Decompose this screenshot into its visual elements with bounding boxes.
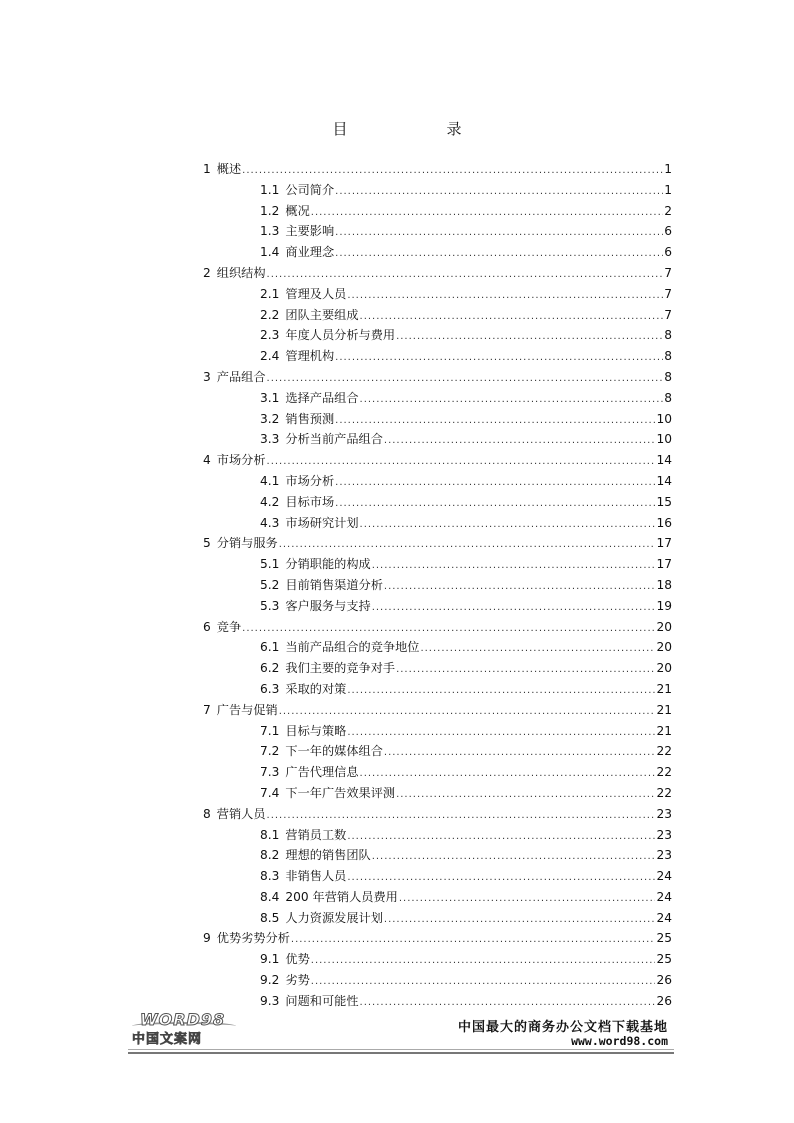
toc-entry-title: 分销与服务	[216, 536, 278, 551]
toc-page-number: 7	[664, 286, 672, 301]
toc-subentry[interactable]	[203, 576, 672, 597]
toc-entry-title: 采取的对策	[285, 681, 347, 696]
toc-dot-leader	[372, 851, 656, 862]
toc-dot-leader	[384, 581, 656, 592]
toc-dot-leader	[396, 789, 655, 800]
toc-subentry[interactable]	[203, 888, 672, 909]
toc-entry-title: 200 年营销人员费用	[285, 889, 398, 904]
toc-subentry[interactable]	[203, 867, 672, 888]
toc-page-number: 26	[656, 973, 672, 988]
toc-entry-title: 非销售人员	[285, 869, 347, 884]
toc-page-number: 24	[656, 869, 672, 884]
toc-dot-leader	[396, 664, 655, 675]
toc-subentry[interactable]	[203, 555, 672, 576]
toc-entry-number: 3.1	[260, 390, 280, 405]
toc-page-number: 22	[656, 765, 672, 780]
toc-entry-title: 管理机构	[285, 349, 335, 364]
toc-dot-leader	[399, 893, 656, 904]
toc-dot-leader	[335, 186, 663, 197]
toc-entry-number: 7.1	[260, 723, 280, 738]
toc-subentry[interactable]	[203, 410, 672, 431]
toc-dot-leader	[384, 435, 656, 446]
toc-page-number: 23	[656, 806, 672, 821]
toc-entry-title: 客户服务与支持	[285, 598, 371, 613]
toc-dot-leader	[267, 456, 656, 467]
toc-page-number: 23	[656, 827, 672, 842]
toc-subentry[interactable]	[203, 243, 672, 264]
toc-entry-number: 4.2	[260, 494, 280, 509]
toc-entry-title: 目前销售渠道分析	[285, 577, 383, 592]
toc-entry-number: 7.4	[260, 785, 280, 800]
toc-page-number: 8	[664, 390, 672, 405]
toc-entry-title: 目标与策略	[285, 723, 347, 738]
toc-subentry[interactable]	[203, 784, 672, 805]
toc-subentry[interactable]	[203, 285, 672, 306]
toc-entry-title: 团队主要组成	[285, 307, 359, 322]
footer-slogan: 中国最大的商务办公文档下载基地	[457, 1020, 668, 1035]
toc-entry-number: 6.1	[260, 640, 280, 655]
toc-page-number: 8	[664, 349, 672, 364]
toc-entry-number: 7.3	[260, 765, 280, 780]
toc-entry[interactable]	[203, 264, 672, 285]
toc-entry[interactable]	[203, 805, 672, 826]
toc-entry-title: 主要影响	[285, 224, 335, 239]
toc-subentry[interactable]	[203, 326, 672, 347]
toc-dot-leader	[335, 415, 655, 426]
toc-entry-number: 5.3	[260, 598, 280, 613]
logo-text-cn: 中国文案网	[132, 1032, 203, 1047]
footer-url: www.word98.com	[571, 1034, 668, 1048]
toc-entry-number: 4.3	[260, 515, 280, 530]
toc-entry[interactable]	[203, 160, 672, 181]
toc-entry[interactable]	[203, 618, 672, 639]
toc-dot-leader	[347, 831, 655, 842]
toc-entry-title: 分析当前产品组合	[285, 432, 383, 447]
toc-subentry[interactable]	[203, 638, 672, 659]
toc-entry-title: 问题和可能性	[285, 993, 359, 1008]
toc-entry-number: 1.2	[260, 203, 280, 218]
toc-subentry[interactable]	[203, 909, 672, 930]
toc-page-number: 16	[656, 515, 672, 530]
toc-subentry[interactable]	[203, 514, 672, 535]
toc-entry-title: 竞争	[216, 619, 242, 634]
toc-entry-number: 3.3	[260, 432, 280, 447]
toc-page-number: 18	[656, 577, 672, 592]
toc-dot-leader	[347, 727, 655, 738]
toc-entry-title: 管理及人员	[285, 286, 347, 301]
toc-page-number: 7	[664, 307, 672, 322]
toc-page-number: 17	[656, 536, 672, 551]
toc-entry-number: 8.4	[260, 889, 280, 904]
toc-subentry[interactable]	[203, 971, 672, 992]
toc-page-number: 21	[656, 723, 672, 738]
toc-entry-number: 9	[203, 931, 211, 946]
toc-entry-number: 5.1	[260, 557, 280, 572]
toc-dot-leader	[279, 539, 656, 550]
toc-entry-number: 8.5	[260, 910, 280, 925]
toc-dot-leader	[335, 248, 663, 259]
toc-entry-title: 市场研究计划	[285, 515, 359, 530]
toc-dot-leader	[384, 747, 656, 758]
toc-entry-title: 公司简介	[285, 182, 335, 197]
toc-entry-number: 3.2	[260, 411, 280, 426]
toc-entry-number: 4.1	[260, 473, 280, 488]
toc-entry-title: 产品组合	[216, 369, 266, 384]
toc-subentry[interactable]	[203, 680, 672, 701]
toc-subentry[interactable]	[203, 306, 672, 327]
toc-entry-title: 市场分析	[285, 473, 335, 488]
toc-entry-number: 7.2	[260, 744, 280, 759]
toc-entry-title: 广告与促销	[216, 702, 278, 717]
toc-subentry[interactable]	[203, 181, 672, 202]
toc-page-number: 8	[664, 369, 672, 384]
toc-entry[interactable]	[203, 368, 672, 389]
toc-page-number: 25	[656, 931, 672, 946]
toc-entry-title: 市场分析	[216, 453, 266, 468]
toc-entry-number: 7	[203, 702, 211, 717]
toc-entry-number: 8	[203, 806, 211, 821]
toc-dot-leader	[347, 872, 655, 883]
toc-entry-number: 2.2	[260, 307, 280, 322]
toc-page-number: 17	[656, 557, 672, 572]
toc-dot-leader	[347, 290, 663, 301]
toc-entry-number: 9.2	[260, 973, 280, 988]
toc-subentry[interactable]	[203, 202, 672, 223]
toc-page-number: 14	[656, 453, 672, 468]
toc-entry-title: 广告代理信息	[285, 765, 359, 780]
toc-entry-number: 2	[203, 265, 211, 280]
toc-page-number: 22	[656, 744, 672, 759]
toc-page-number: 2	[664, 203, 672, 218]
toc-subentry[interactable]	[203, 950, 672, 971]
toc-entry-title: 组织结构	[216, 265, 266, 280]
toc-dot-leader	[335, 227, 663, 238]
toc-entry-title: 当前产品组合的竞争地位	[285, 640, 420, 655]
toc-page-number: 6	[664, 224, 672, 239]
toc-page-number: 7	[664, 265, 672, 280]
toc-entry-title: 理想的销售团队	[285, 848, 371, 863]
toc-entry-number: 2.4	[260, 349, 280, 364]
word98-logo	[132, 1010, 236, 1048]
toc-entry-number: 5	[203, 536, 211, 551]
table-of-contents	[203, 160, 672, 1013]
toc-page-number: 20	[656, 661, 672, 676]
toc-dot-leader	[372, 560, 656, 571]
toc-subentry[interactable]	[203, 389, 672, 410]
toc-entry-number: 9.3	[260, 993, 280, 1008]
toc-dot-leader	[242, 623, 655, 634]
toc-page-number: 20	[656, 640, 672, 655]
toc-dot-leader	[384, 914, 656, 925]
toc-entry-number: 4	[203, 453, 211, 468]
toc-page-number: 21	[656, 681, 672, 696]
toc-dot-leader	[267, 373, 664, 384]
toc-page-number: 6	[664, 245, 672, 260]
toc-entry-number: 2.1	[260, 286, 280, 301]
toc-title: 目 录	[332, 120, 504, 138]
toc-subentry[interactable]	[203, 472, 672, 493]
toc-subentry[interactable]	[203, 222, 672, 243]
toc-entry-title: 选择产品组合	[285, 390, 359, 405]
toc-entry-number: 1.3	[260, 224, 280, 239]
toc-page-number: 10	[656, 432, 672, 447]
toc-page-number: 19	[656, 598, 672, 613]
toc-entry-title: 营销人员	[216, 806, 266, 821]
toc-entry-number: 8.3	[260, 869, 280, 884]
toc-entry-number: 2.3	[260, 328, 280, 343]
toc-dot-leader	[267, 269, 664, 280]
toc-subentry[interactable]	[203, 826, 672, 847]
toc-dot-leader	[267, 810, 656, 821]
toc-page-number: 24	[656, 910, 672, 925]
toc-dot-leader	[291, 934, 656, 945]
toc-subentry[interactable]	[203, 763, 672, 784]
toc-entry-title: 商业理念	[285, 245, 335, 260]
toc-page-number: 15	[656, 494, 672, 509]
page-footer	[128, 1010, 674, 1054]
toc-dot-leader	[360, 311, 664, 322]
toc-entry-title: 年度人员分析与费用	[285, 328, 396, 343]
toc-page-number: 1	[664, 182, 672, 197]
toc-dot-leader	[360, 768, 656, 779]
toc-entry-number: 3	[203, 369, 211, 384]
toc-page-number: 22	[656, 785, 672, 800]
toc-subentry[interactable]	[203, 722, 672, 743]
toc-page-number: 10	[656, 411, 672, 426]
toc-entry-number: 9.1	[260, 952, 280, 967]
toc-dot-leader	[279, 706, 656, 717]
logo-text-en: WORD98	[140, 1010, 226, 1029]
toc-dot-leader	[335, 352, 663, 363]
toc-subentry[interactable]	[203, 347, 672, 368]
toc-subentry[interactable]	[203, 597, 672, 618]
toc-page-number: 24	[656, 889, 672, 904]
toc-entry[interactable]	[203, 534, 672, 555]
toc-page-number: 20	[656, 619, 672, 634]
toc-entry-title: 概述	[216, 162, 242, 176]
toc-subentry[interactable]	[203, 430, 672, 451]
toc-entry-title: 分销职能的构成	[285, 557, 371, 572]
footer-divider	[128, 1052, 674, 1054]
toc-entry-number: 6.2	[260, 661, 280, 676]
toc-dot-leader	[360, 394, 664, 405]
toc-entry-title: 概况	[285, 203, 310, 218]
toc-subentry[interactable]	[203, 846, 672, 867]
toc-dot-leader	[335, 477, 655, 488]
toc-entry[interactable]	[203, 701, 672, 722]
toc-entry[interactable]	[203, 929, 672, 950]
toc-entry-number: 8.2	[260, 848, 280, 863]
toc-dot-leader	[311, 955, 656, 966]
toc-entry-title: 优势	[285, 952, 310, 967]
toc-entry-title: 我们主要的竞争对手	[285, 661, 396, 676]
toc-page-number: 8	[664, 328, 672, 343]
toc-entry-number: 1.4	[260, 245, 280, 260]
toc-dot-leader	[396, 331, 663, 342]
toc-entry-number: 1	[203, 162, 211, 176]
toc-entry-title: 营销员工数	[285, 827, 347, 842]
toc-entry-number: 5.2	[260, 577, 280, 592]
toc-entry-title: 目标市场	[285, 494, 335, 509]
toc-dot-leader	[335, 498, 655, 509]
toc-subentry[interactable]	[203, 742, 672, 763]
toc-entry-title: 优势劣势分析	[216, 931, 290, 946]
toc-entry-number: 8.1	[260, 827, 280, 842]
toc-dot-leader	[420, 643, 655, 654]
toc-dot-leader	[360, 519, 656, 530]
toc-page-number: 25	[656, 952, 672, 967]
toc-page-number: 1	[664, 162, 672, 176]
toc-entry-number: 1.1	[260, 182, 280, 197]
toc-entry-title: 劣势	[285, 973, 310, 988]
toc-entry-number: 6.3	[260, 681, 280, 696]
toc-subentry[interactable]	[203, 659, 672, 680]
toc-entry-title: 人力资源发展计划	[285, 910, 383, 925]
toc-page-number: 14	[656, 473, 672, 488]
toc-entry-title: 销售预测	[285, 411, 335, 426]
toc-dot-leader	[242, 165, 663, 176]
footer-divider-thin	[128, 1049, 674, 1050]
toc-entry-number: 6	[203, 619, 211, 634]
toc-dot-leader	[311, 976, 656, 987]
toc-dot-leader	[360, 997, 656, 1008]
toc-dot-leader	[372, 602, 656, 613]
toc-entry[interactable]	[203, 451, 672, 472]
toc-page-number: 21	[656, 702, 672, 717]
toc-dot-leader	[311, 207, 663, 218]
toc-page-number: 23	[656, 848, 672, 863]
toc-dot-leader	[347, 685, 655, 696]
toc-entry-title: 下一年的媒体组合	[285, 744, 383, 759]
toc-page-number: 26	[656, 993, 672, 1008]
toc-subentry[interactable]	[203, 493, 672, 514]
toc-entry-title: 下一年广告效果评测	[285, 785, 396, 800]
